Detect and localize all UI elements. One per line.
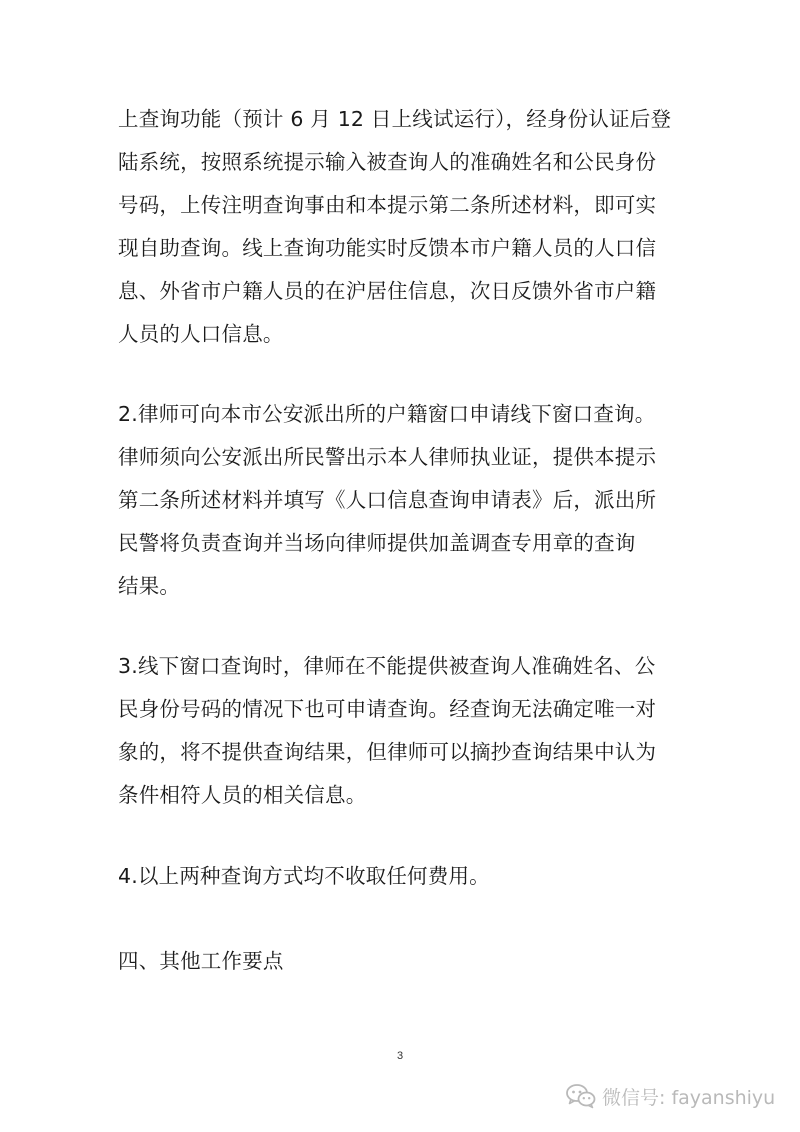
wechat-icon — [566, 1083, 596, 1109]
text-line: 第二条所述材料并填写《人口信息查询申请表》后，派出所 — [118, 488, 657, 512]
text-line: 3.线下窗口查询时，律师在不能提供被查询人准确姓名、公 — [118, 654, 656, 678]
paragraph-item-2 — [118, 393, 698, 608]
text-line: 条件相符人员的相关信息。 — [118, 783, 367, 807]
text-line: 人员的人口信息。 — [118, 322, 284, 346]
text-line: 律师须向公安派出所民警出示本人律师执业证，提供本提示 — [118, 445, 657, 469]
section-heading — [118, 940, 698, 983]
text-line: 息、外省市户籍人员的在沪居住信息，次日反馈外省市户籍 — [118, 279, 657, 303]
paragraph-item-3 — [118, 645, 698, 817]
text-line: 结果。 — [118, 574, 181, 598]
text-line: 上查询功能（预计 6 月 12 日上线试运行），经身份认证后登 — [118, 107, 672, 131]
text-line: 象的，将不提供查询结果，但律师可以摘抄查询结果中认为 — [118, 740, 657, 764]
text-line: 民警将负责查询并当场向律师提供加盖调查专用章的查询 — [118, 531, 636, 555]
paragraph-item-4 — [118, 855, 698, 898]
text-line: 民身份号码的情况下也可申请查询。经查询无法确定唯一对 — [118, 697, 657, 721]
text-line: 4.以上两种查询方式均不收取任何费用。 — [118, 864, 490, 888]
text-line: 陆系统，按照系统提示输入被查询人的准确姓名和公民身份 — [118, 150, 657, 174]
text-line: 号码，上传注明查询事由和本提示第二条所述材料，即可实 — [118, 193, 657, 217]
page-number: 3 — [396, 1050, 404, 1062]
paragraph-online-query — [118, 98, 698, 356]
text-line: 现自助查询。线上查询功能实时反馈本市户籍人员的人口信 — [118, 236, 657, 260]
text-line: 2.律师可向本市公安派出所的户籍窗口申请线下窗口查询。 — [118, 402, 656, 426]
section-heading-text: 四、其他工作要点 — [118, 949, 284, 973]
watermark-text: 微信号: fayanshiyu — [602, 1086, 776, 1109]
watermark — [566, 1076, 775, 1116]
